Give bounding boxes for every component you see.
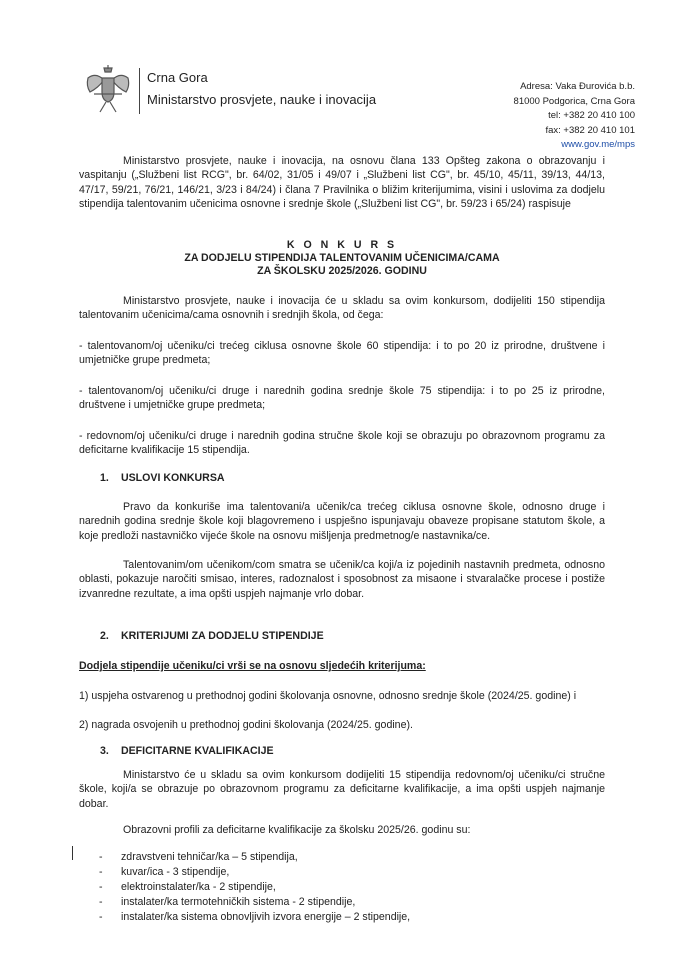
- section-1-paragraph-2: Talentovanim/om učenikom/com smatra se učenik/ca koji/a iz pojedinih nastavnih predmeta, odnosno oblasti, pokazuje naročiti smisao, interes, radoznalost i sposobnost za misaone i stvaralačke procese i postiže izvanredne rezultate, a ima opšti uspjeh najmanje vrlo dobar.: [79, 559, 605, 600]
- title-konkurs: K O N K U R S: [286, 239, 398, 251]
- criteria-item-2: 2) nagrada osvojenih u prethodnoj godini školovanja (2024/25. godine).: [79, 719, 413, 731]
- section-3-paragraph-2: Obrazovni profili za deficitarne kvalifikacije za školsku 2025/26. godinu su:: [123, 824, 471, 836]
- criteria-heading: Dodjela stipendije učeniku/ci vrši se na osnovu sljedećih kriterijuma:: [79, 660, 426, 672]
- section-3-heading: [100, 745, 274, 757]
- list-dash: -: [99, 896, 103, 908]
- paragraph-vocational-school: - redovnom/oj učeniku/ci druge i narednih godina stručne škole koji se obrazuju po obrazovnom programu za deficitarne kvalifikacije 15 stipendija.: [79, 430, 605, 457]
- section-2-heading: [100, 630, 324, 642]
- list-item: - zdravstveni tehničar/ka – 5 stipendija,: [99, 851, 298, 863]
- text-cursor: [72, 846, 73, 860]
- criteria-item-1: 1) uspjeha ostvarenog u prethodnoj godini školovanja osnovne, odnosno srednje škole (2024/25. godine) i: [79, 690, 577, 702]
- section-number: 3.: [100, 745, 109, 757]
- title-line-2: ZA DODJELU STIPENDIJA TALENTOVANIM UČENICIMA/CAMA: [184, 252, 500, 265]
- paragraph-secondary-school: - talentovanom/oj učeniku/ci druge i narednih godina srednje škole 75 stipendija: i to po 25 iz prirodne, društvene i umjetničke grupe predmeta;: [79, 385, 605, 412]
- header-divider: [139, 68, 140, 114]
- list-item: - elektroinstalater/ka - 2 stipendije,: [99, 881, 276, 893]
- phone-line: tel: +382 20 410 100: [548, 110, 635, 122]
- address-line: 81000 Podgorica, Crna Gora: [513, 95, 635, 107]
- list-dash: -: [99, 881, 103, 893]
- section-title: USLOVI KONKURSA: [120, 472, 225, 484]
- document-title: [79, 239, 605, 279]
- address-line: Adresa: Vaka Đurovića b.b.: [520, 81, 635, 92]
- list-dash: -: [99, 911, 103, 923]
- list-item: - kuvar/ica - 3 stipendije,: [99, 866, 230, 878]
- coat-of-arms-icon: [80, 64, 136, 114]
- fax-line: fax: +382 20 410 101: [545, 124, 635, 136]
- address-block: [415, 80, 635, 153]
- intro-paragraph: Ministarstvo prosvjete, nauke i inovacija, na osnovu člana 133 Opšteg zakona o obrazovanju i vaspitanju („Službeni list RCG", br. 64/02, 31/05 i 49/07 i „Službeni list CG", br. 45/10, 45/11, 39/13, 44/13, 47/17, 59/21, 76/21, 146/21, 3/23 i 84/24) i člana 7 Pravilnika o bližim kriterijumima, visini i uslovima za dodjelu stipendija talentovanim učenicima osnovne i srednje škole („Službeni list CG", br. 59/23 i 65/24) raspisuje: [79, 155, 605, 211]
- section-number: 1.: [100, 472, 109, 484]
- list-dash: -: [99, 866, 103, 878]
- list-item: - instalater/ka sistema obnovljivih izvora energije – 2 stipendije,: [99, 911, 411, 923]
- section-title: DEFICITARNE KVALIFIKACIJE: [120, 745, 274, 757]
- section-3-paragraph-1: Ministarstvo će u skladu sa ovim konkursom dodijeliti 15 stipendija redovnom/oj učeniku/ci stručne škole, koji/a se obrazuje po obrazovnom programu za deficitarne kvalifikacije, a ima opšti uspjeh najmanje dobar.: [79, 769, 605, 810]
- paragraph-stipend-count: Ministarstvo prosvjete, nauke i inovacija će u skladu sa ovim konkursom, dodijeliti 150 stipendija talentovanim učenicima/cama osnovnih i srednjih škola, od čega:: [79, 295, 605, 322]
- section-1-paragraph-1: Pravo da konkuriše ima talentovani/a učenik/ca trećeg ciklusa osnovne škole, odnosno druge i narednih godina srednje škole koji blagovremeno i uspješno ispunjavaju obaveze propisane statutom škole, a koje predloži nastavničko vijeće škole na osnovu mišljenja predmetnog/e nastavnika/ce.: [79, 501, 605, 542]
- section-title: KRITERIJUMI ZA DODJELU STIPENDIJE: [120, 630, 324, 642]
- paragraph-primary-school: - talentovanom/oj učeniku/ci trećeg ciklusa osnovne škole 60 stipendija: i to po 20 iz prirodne, društvene i umjetničke grupe predmeta;: [79, 340, 605, 367]
- qualification-list: [99, 850, 579, 925]
- list-item: - instalater/ka termotehničkih sistema - 2 stipendije,: [99, 896, 356, 908]
- section-number: 2.: [100, 630, 109, 642]
- website-link[interactable]: www.gov.me/mps: [561, 139, 635, 151]
- title-line-3: ZA ŠKOLSKU 2025/2026. GODINU: [257, 265, 427, 278]
- ministry-name: Ministarstvo prosvjete, nauke i inovacija: [147, 92, 377, 107]
- list-dash: -: [99, 851, 103, 863]
- country-name: Crna Gora: [147, 70, 208, 85]
- section-1-heading: [100, 472, 225, 484]
